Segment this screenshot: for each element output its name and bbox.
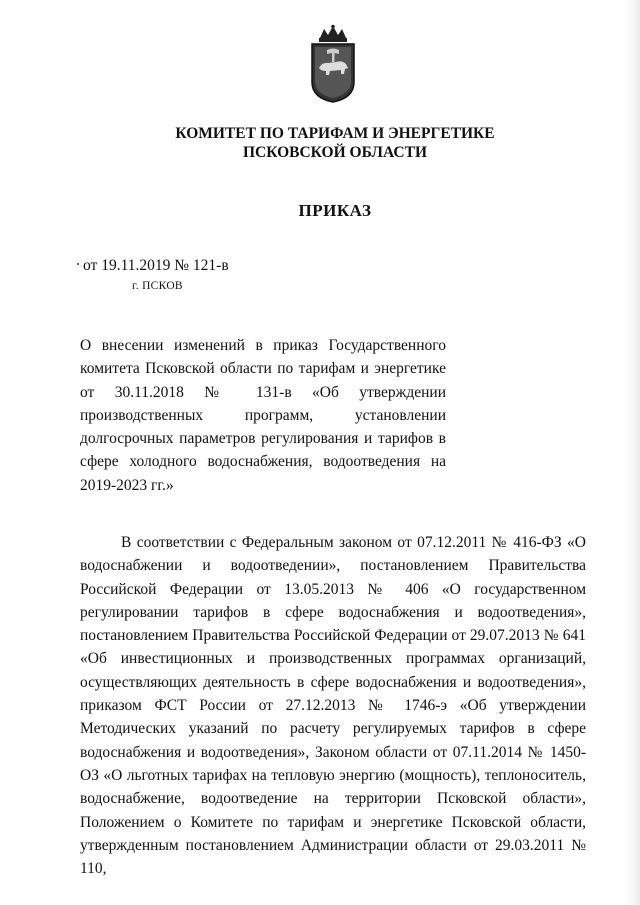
document-type-title: ПРИКАЗ <box>298 201 372 220</box>
committee-name-line-1: КОМИТЕТ ПО ТАРИФАМ И ЭНЕРГЕТИКЕ <box>175 125 495 142</box>
committee-name-line-2: ПСКОВСКОЙ ОБЛАСТИ <box>242 144 427 161</box>
scan-speck <box>77 263 79 265</box>
pskov-coat-of-arms-icon <box>306 24 360 104</box>
order-city: г. ПСКОВ <box>132 280 183 292</box>
order-subject: О внесении изменений в приказ Государственного комитета Псковской области по тарифам и энергетике от 30.11.2018 № 131-в «Об утверждении производственных программ, установлении долгосрочных параметров регулирования и тарифов в сфере холодного водоснабжения, водоотведения на 2019-2023 гг.» <box>80 337 446 494</box>
order-body-paragraph: В соответствии с Федеральным законом от 07.12.2011 № 416-ФЗ «О водоснабжении и водоотведении», постановлением Правительства Российской Федерации от 13.05.2013 № 406 «О государственном регулировании тарифов в сфере водоснабжения и водоотведения», постановлением Правительства Российской Федерации от 29.07.2013 № 641 «Об инвестиционных и производственных программах организаций, осуществляющих деятельность в сфере водоснабжения и водоотведения», приказом ФСТ России от 27.12.2013 № 1746-э «Об утверждении Методических указаний по расчету регулируемых тарифов в сфере водоснабжения и водоотведения», Законом области от 07.11.2014 № 1450-ОЗ «О льготных тарифах на тепловую энергию (мощность), теплоноситель, водоснабжение, водоотведение на территории Псковской области», Положением о Комитете по тарифам и энергетике Псковской области, утвержденным постановлением Администрации области от 29.03.2011 № 110, <box>80 534 586 878</box>
scan-edge-shadow <box>622 0 640 905</box>
order-date-number: от 19.11.2019 № 121-в <box>83 257 229 274</box>
